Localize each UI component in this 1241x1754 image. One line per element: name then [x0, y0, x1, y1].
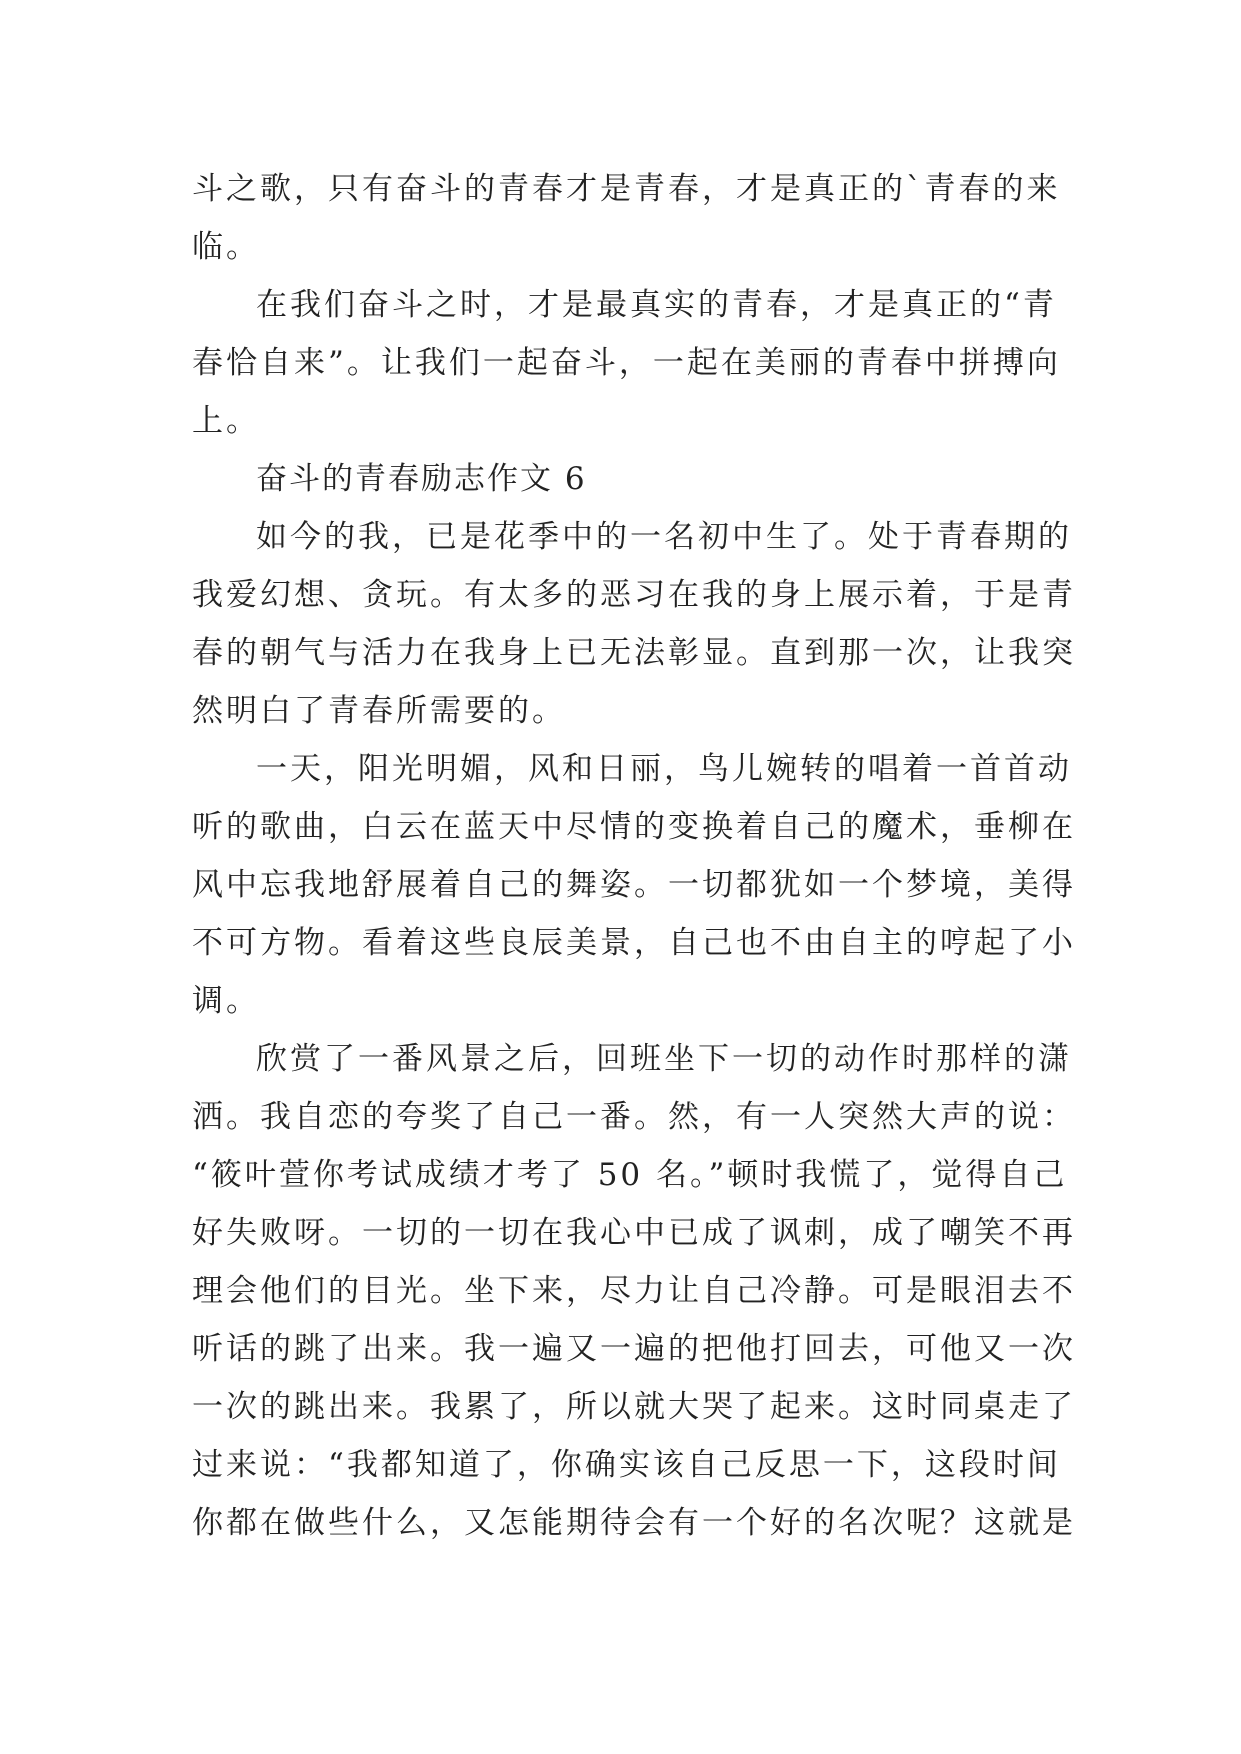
- text-line: 听的歌曲，白云在蓝天中尽情的变换着自己的魔术，垂柳在: [192, 809, 1076, 845]
- text-line: 临。: [192, 229, 260, 265]
- text-line: 过来说：“我都知道了，你确实该自己反思一下，这段时间: [192, 1447, 1061, 1483]
- text-line: 听话的跳了出来。我一遍又一遍的把他打回去，可他又一次: [192, 1331, 1076, 1367]
- text-line: 春恰自来”。让我们一起奋斗，一起在美丽的青春中拼搏向: [192, 345, 1061, 381]
- text-line: 春的朝气与活力在我身上已无法彰显。直到那一次，让我突: [192, 635, 1076, 671]
- paragraph-start-line: 在我们奋斗之时，才是最真实的青春，才是真正的“青: [256, 287, 1057, 323]
- text-line: 风中忘我地舒展着自己的舞姿。一切都犹如一个梦境，美得: [192, 867, 1076, 903]
- text-line: 然明白了青春所需要的。: [192, 693, 566, 729]
- text-line: 上。: [192, 403, 260, 439]
- paragraph-start-line: 如今的我，已是花季中的一名初中生了。处于青春期的: [256, 519, 1072, 555]
- paragraph-start-line: 欣赏了一番风景之后，回班坐下一切的动作时那样的潇: [256, 1041, 1072, 1077]
- text-line: 不可方物。看着这些良辰美景，自己也不由自主的哼起了小: [192, 925, 1076, 961]
- text-line: 你都在做些什么，又怎能期待会有一个好的名次呢？这就是: [192, 1505, 1076, 1541]
- text-line: 一次的跳出来。我累了，所以就大哭了起来。这时同桌走了: [192, 1389, 1076, 1425]
- section-heading: 奋斗的青春励志作文 6: [256, 461, 587, 497]
- text-line: 斗之歌，只有奋斗的青春才是青春，才是真正的`青春的来: [192, 171, 1061, 207]
- text-line: 好失败呀。一切的一切在我心中已成了讽刺，成了嘲笑不再: [192, 1215, 1076, 1251]
- text-line: 调。: [192, 983, 260, 1019]
- article-body: [192, 160, 1076, 1552]
- text-line: “筱叶萱你考试成绩才考了 50 名。”顿时我慌了，觉得自己: [192, 1157, 1068, 1193]
- text-line: 理会他们的目光。坐下来，尽力让自己冷静。可是眼泪去不: [192, 1273, 1076, 1309]
- text-line: 我爱幻想、贪玩。有太多的恶习在我的身上展示着，于是青: [192, 577, 1076, 613]
- text-line: 洒。我自恋的夸奖了自己一番。然，有一人突然大声的说：: [192, 1099, 1076, 1135]
- paragraph-start-line: 一天，阳光明媚，风和日丽，鸟儿婉转的唱着一首首动: [256, 751, 1072, 787]
